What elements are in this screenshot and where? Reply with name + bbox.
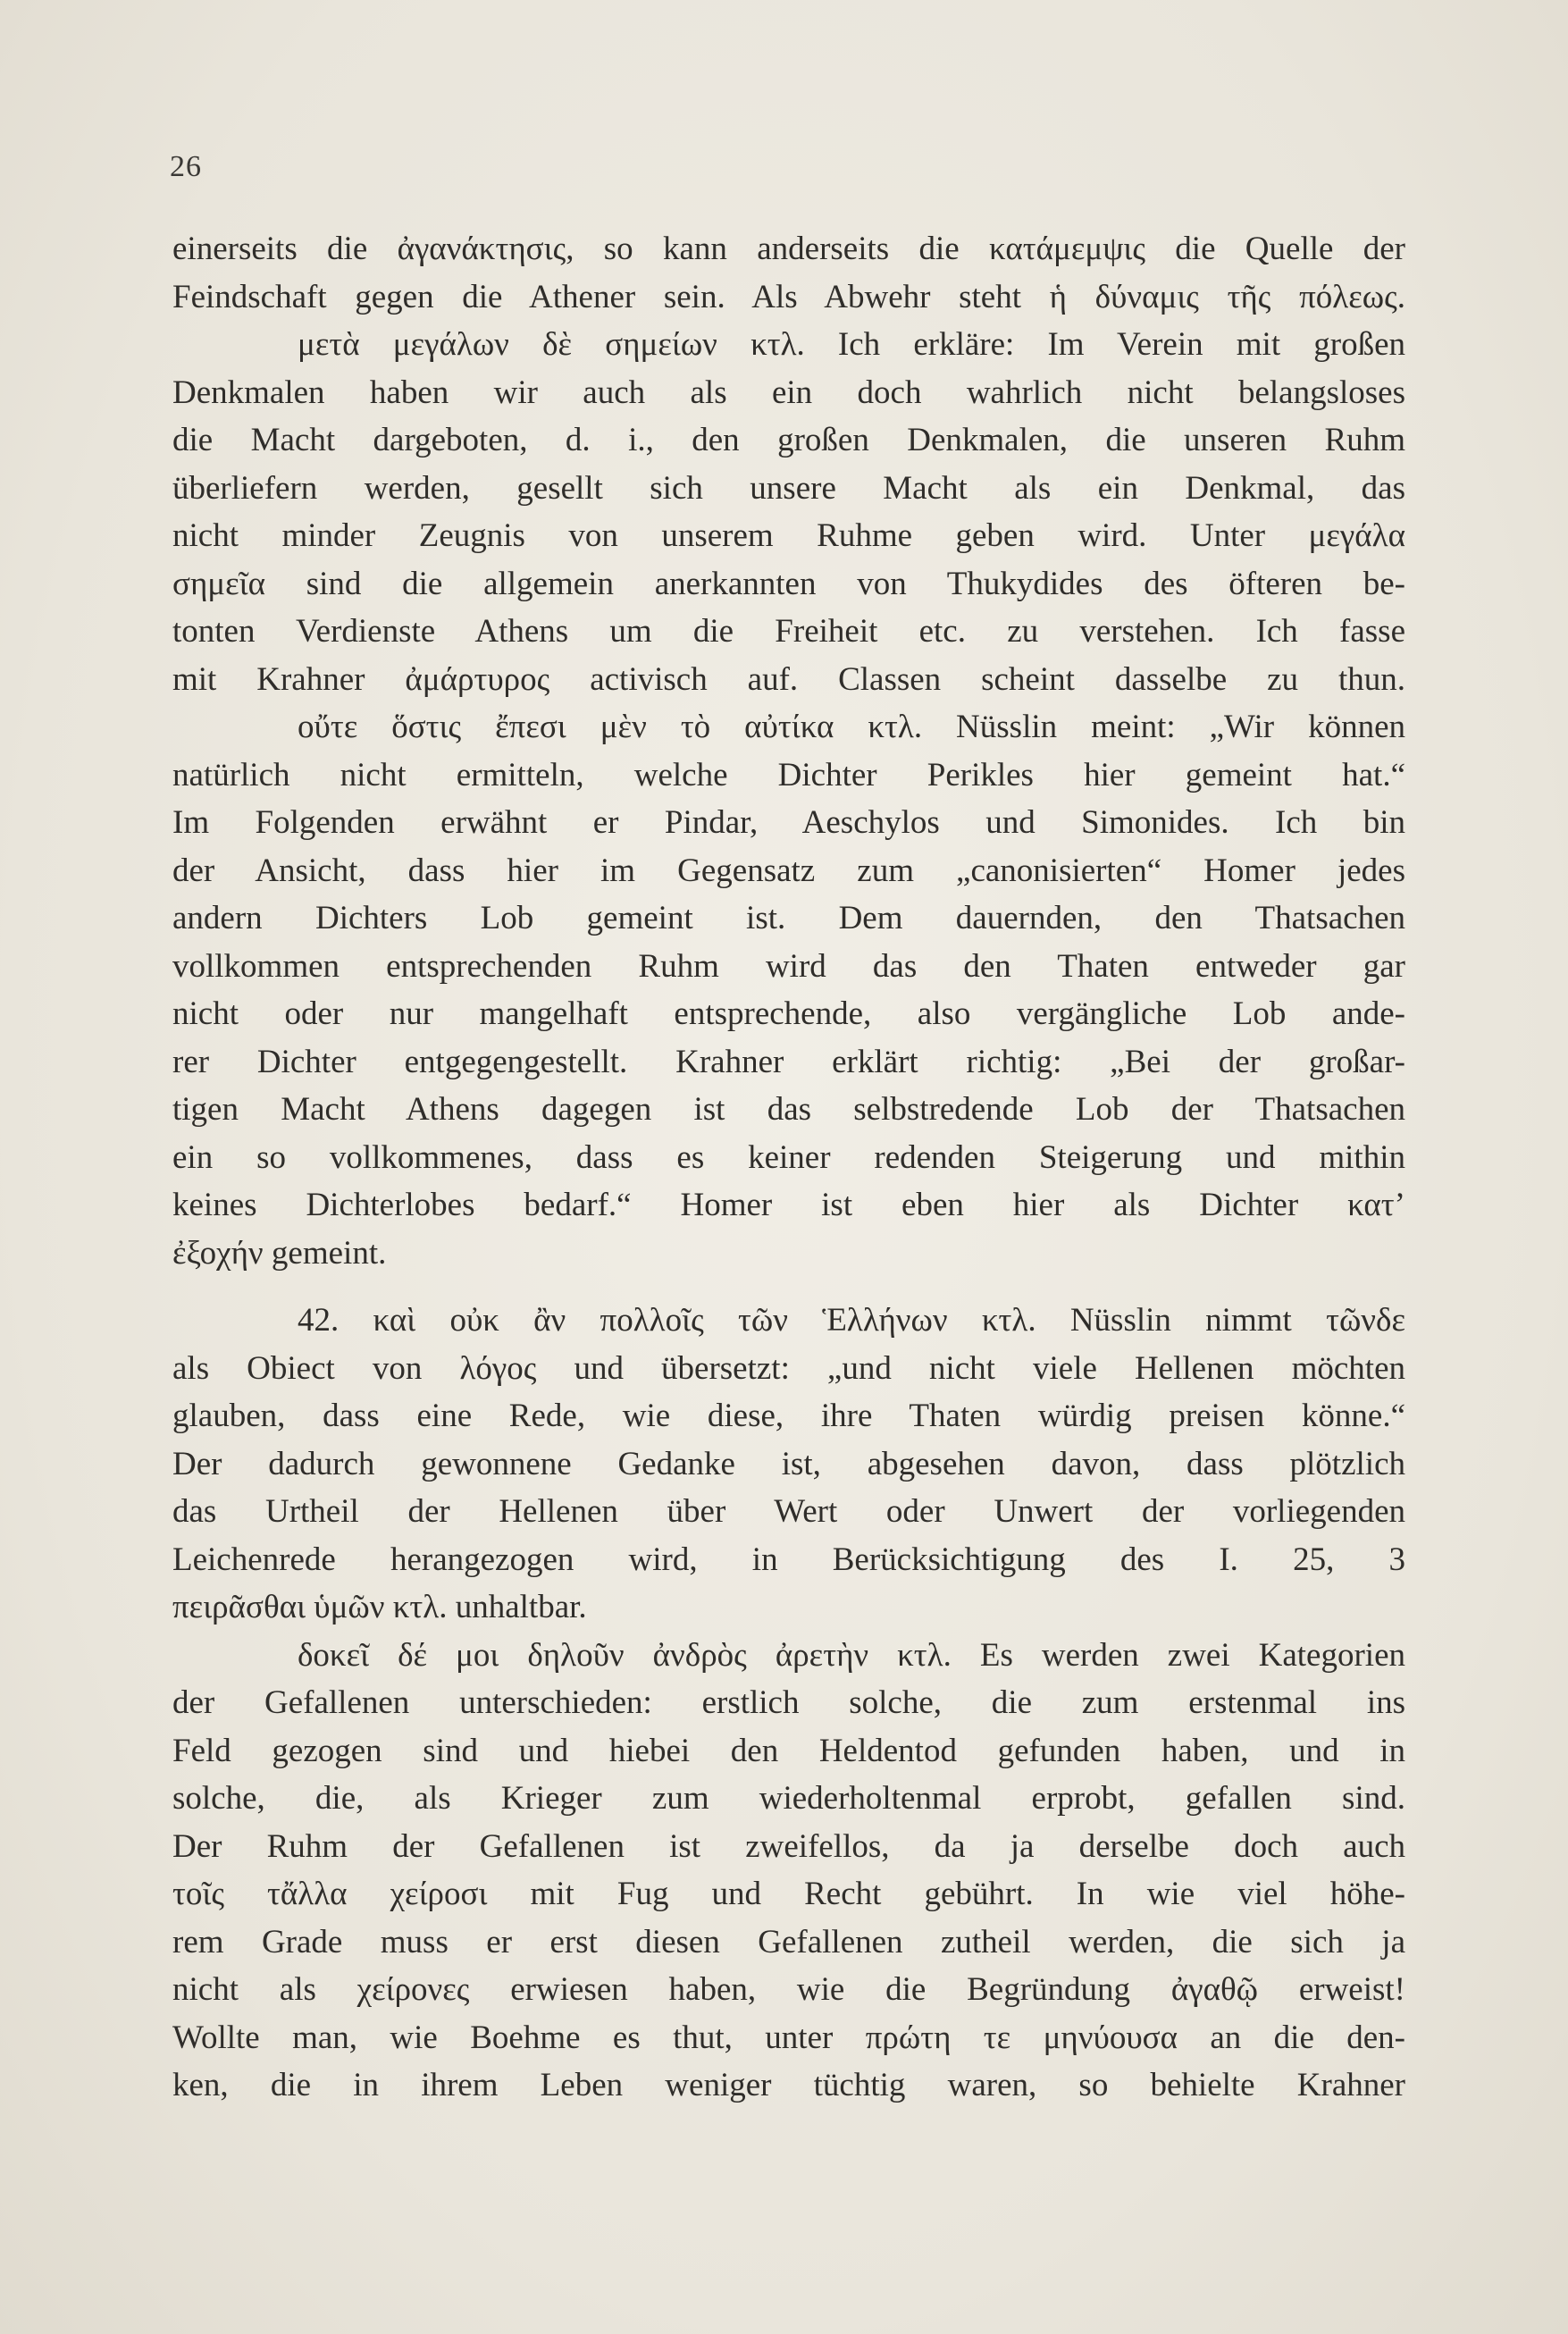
text-line: rem Grade muss er erst diesen Gefallenen zutheil werden, die sich ja <box>172 1923 1405 1960</box>
text-line: Im Folgenden erwähnt er Pindar, Aeschylos und Simonides. Ich bin <box>172 804 1405 841</box>
text-line: δοκεῖ δέ μοι δηλοῦν ἀνδρὸς ἀρετὴν κτλ. Es werden zwei Kategorien <box>298 1636 1405 1674</box>
text-line: τοῖς τἄλλα χείροσι mit Fug und Recht gebührt. In wie viel höhe- <box>172 1876 1405 1912</box>
text-line: ein so vollkommenes, dass es keiner redenden Steigerung und mithin <box>172 1138 1405 1176</box>
text-line: Feindschaft gegen die Athener sein. Als Abwehr steht ἡ δύναμις τῆς πόλεως. <box>172 278 1405 315</box>
text-line: Feld gezogen sind und hiebei den Heldentod gefunden haben, und in <box>172 1732 1405 1769</box>
text-line: keines Dichterlobes bedarf.“ Homer ist eben hier als Dichter κατ’ <box>172 1187 1405 1223</box>
text-line: vollkommen entsprechenden Ruhm wird das den Thaten entweder gar <box>172 947 1405 985</box>
text-line: οὔτε ὅστις ἔπεσι μὲν τὸ αὐτίκα κτλ. Nüsslin meint: „Wir können <box>298 709 1405 745</box>
text-line: glauben, dass eine Rede, wie diese, ihre Thaten würdig preisen könne.“ <box>172 1398 1405 1434</box>
text-line: Der dadurch gewonnene Gedanke ist, abgesehen davon, dass plötzlich <box>172 1445 1405 1482</box>
text-line: σημεῖα sind die allgemein anerkannten von Thukydides des öfteren be- <box>172 565 1405 602</box>
text-line: überliefern werden, gesellt sich unsere Macht als ein Denkmal, das <box>172 469 1405 507</box>
text-line: tigen Macht Athens dagegen ist das selbstredende Lob der Thatsachen <box>172 1091 1405 1128</box>
text-line: ἐξοχήν gemeint. <box>172 1234 387 1272</box>
text-line: μετὰ μεγάλων δὲ σημείων κτλ. Ich erkläre: Im Verein mit großen <box>298 326 1405 363</box>
text-line: Der Ruhm der Gefallenen ist zweifellos, da ja derselbe doch auch <box>172 1827 1405 1865</box>
text-line: als Obiect von λόγος und übersetzt: „und nicht viele Hellenen möchten <box>172 1349 1405 1387</box>
text-line: natürlich nicht ermitteln, welche Dichter Perikles hier gemeint hat.“ <box>172 756 1405 793</box>
text-line: Leichenrede herangezogen wird, in Berücksichtigung des I. 25, 3 <box>172 1541 1405 1578</box>
text-line: solche, die, als Krieger zum wiederholtenmal erprobt, gefallen sind. <box>172 1780 1405 1817</box>
text-line: andern Dichters Lob gemeint ist. Dem dauernden, den Thatsachen <box>172 900 1405 936</box>
text-line: mit Krahner ἀμάρτυρος activisch auf. Classen scheint dasselbe zu thun. <box>172 660 1405 698</box>
text-line: das Urtheil der Hellenen über Wert oder Unwert der vorliegenden <box>172 1493 1405 1530</box>
text-line: einerseits die ἀγανάκτησις, so kann anderseits die κατάμεμψις die Quelle der <box>172 231 1405 267</box>
text-line: πειρᾶσθαι ὑμῶν κτλ. unhaltbar. <box>172 1589 587 1625</box>
text-line: Denkmalen haben wir auch als ein doch wahrlich nicht belangsloses <box>172 374 1405 411</box>
text-line: tonten Verdienste Athens um die Freiheit etc. zu verstehen. Ich fasse <box>172 613 1405 650</box>
paragraph-gap <box>172 1277 1405 1297</box>
text-line: 42. καὶ οὐκ ἂν πολλοῖς τῶν Ἑλλήνων κτλ. Nüsslin nimmt τῶνδε <box>298 1302 1405 1339</box>
body-text <box>172 225 1405 2110</box>
text-line: der Gefallenen unterschieden: erstlich solche, die zum erstenmal ins <box>172 1684 1405 1721</box>
text-line: nicht minder Zeugnis von unserem Ruhme geben wird. Unter μεγάλα <box>172 517 1405 554</box>
page-number: 26 <box>170 150 202 183</box>
text-line: ken, die in ihrem Leben weniger tüchtig waren, so behielte Krahner <box>172 2067 1405 2103</box>
text-line: nicht oder nur mangelhaft entsprechende, also vergängliche Lob ande- <box>172 995 1405 1032</box>
text-line: nicht als χείρονες erwiesen haben, wie die Begründung ἀγαθῷ erweist! <box>172 1971 1405 2008</box>
text-line: die Macht dargeboten, d. i., den großen Denkmalen, die unseren Ruhm <box>172 422 1405 458</box>
text-line: Wollte man, wie Boehme es thut, unter πρώτη τε μηνύουσα an die den- <box>172 2019 1405 2056</box>
text-line: rer Dichter entgegengestellt. Krahner erklärt richtig: „Bei der großar- <box>172 1043 1405 1080</box>
text-line: der Ansicht, dass hier im Gegensatz zum „canonisierten“ Homer jedes <box>172 852 1405 889</box>
